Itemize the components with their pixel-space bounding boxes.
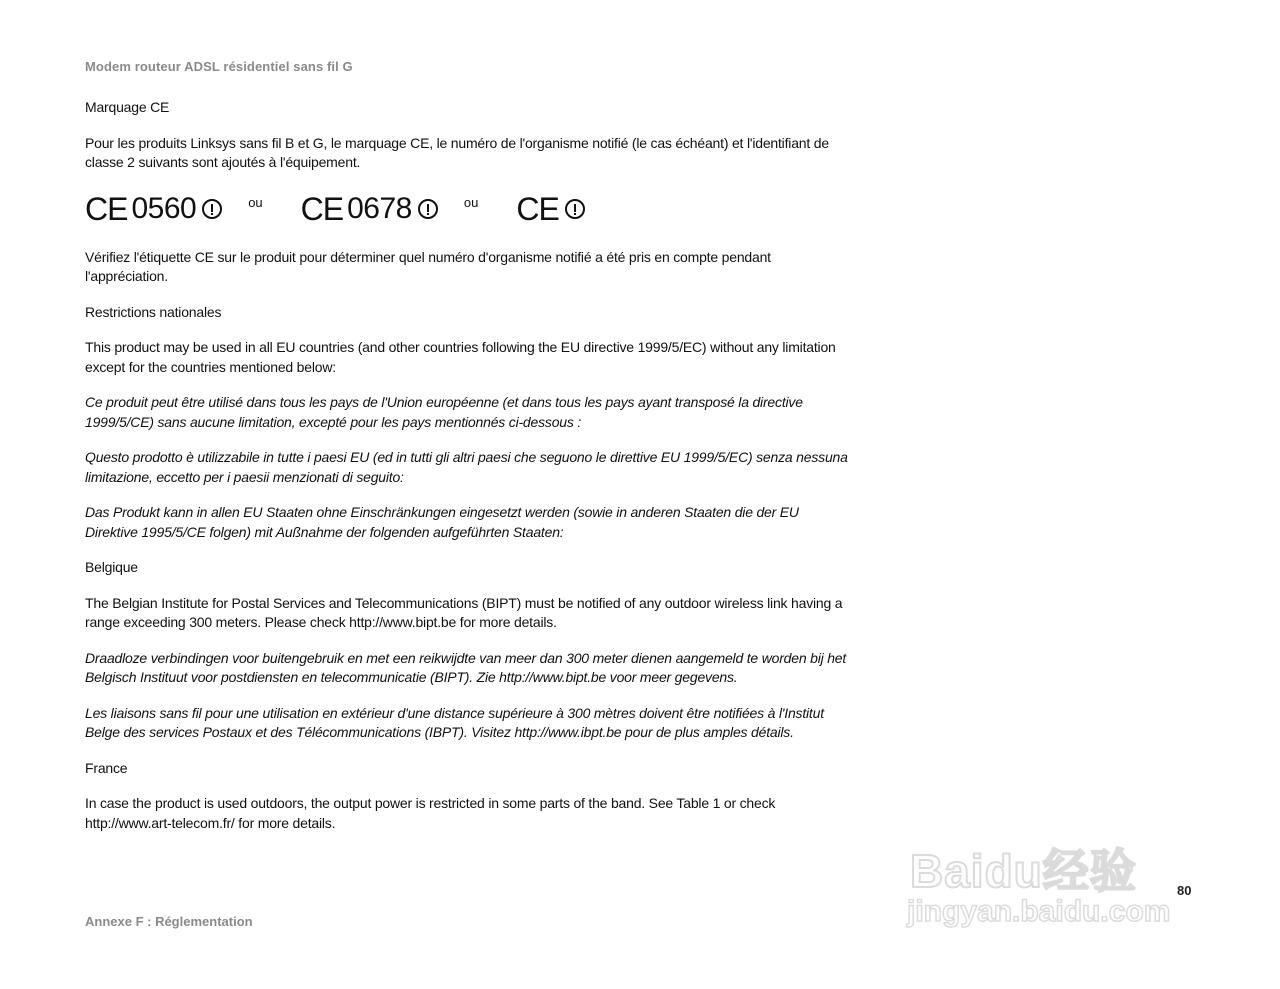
paragraph: Belgique (85, 559, 138, 575)
page-number: 80 (1177, 883, 1192, 898)
alert-circle-icon (565, 199, 585, 219)
paragraph: France (85, 759, 128, 776)
ce-mark-0678 (301, 189, 438, 229)
paragraph: Restrictions nationales (85, 303, 222, 320)
paragraph: Marquage CE (85, 99, 170, 115)
paragraphs-before-marks (85, 98, 855, 173)
page-header: Modem routeur ADSL résidentiel sans fil G (85, 59, 353, 74)
paragraph: Das Produkt kann in allen EU Staaten ohne Einschränkungen eingesetzt werden (sowie in anderen Staaten die der EU Direktive 1995/5/CE folgen) mit Außnahme der folgenden aufgeführten Staaten: (85, 504, 799, 540)
paragraph: This product may be used in all EU countries (and other countries following the EU directive 1999/5/EC) without any limitation except for the countries mentioned below: (85, 339, 836, 375)
ce-mark-0560 (85, 189, 222, 229)
paragraph: Les liaisons sans fil pour une utilisation en extérieur d'une distance supérieure à 300 mètres doivent être notifiées à l'Institut Belge des services Postaux et des Télécommunications (IBPT). Visitez http://www.ibpt.be pour de plus amples détails. (85, 704, 824, 740)
ce-symbol: CE (85, 190, 128, 227)
paragraph: Pour les produits Linksys sans fil B et G, le marquage CE, le numéro de l'organisme notifié (le cas échéant) et l'identifiant de classe 2 suivants sont ajoutés à l'équipement. (85, 134, 829, 170)
paragraph: Draadloze verbindingen voor buitengebruik en met een reikwijdte van meer dan 300 meter dienen aangemeld te worden bij het Belgisch Instituut voor postdiensten en telecommunicatie (BIPT). Zie http://www.bipt.be voor meer gegevens. (85, 649, 847, 685)
separator-or: ou (248, 195, 263, 210)
page-footer: Annexe F : Réglementation (85, 914, 253, 929)
page-content (85, 98, 855, 849)
paragraphs-after-marks (85, 248, 855, 834)
separator-or: ou (463, 195, 479, 210)
watermark-url: jingyan.baidu.com (907, 895, 1171, 928)
notified-body-number: 0560 (131, 191, 197, 225)
paragraph: In case the product is used outdoors, the output power is restricted in some parts of the band. See Table 1 or check http://www.art-telecom.fr/ for more details. (85, 795, 776, 831)
alert-circle-icon (418, 199, 438, 219)
ce-mark-plain (516, 189, 584, 229)
notified-body-number: 0678 (347, 191, 412, 225)
paragraph: Questo prodotto è utilizzabile in tutte i paesi EU (ed in tutti gli altri paesi che seguono le direttive EU 1999/5/EC) senza nessuna limitazione, eccetto per i paesii menzionati di seguito: (85, 449, 848, 485)
ce-marks-row (85, 189, 855, 229)
ce-symbol: CE (516, 190, 559, 227)
alert-circle-icon (202, 199, 222, 219)
paragraph: Vérifiez l'étiquette CE sur le produit pour déterminer quel numéro d'organisme notifié a été pris en compte pendant l'appréciation. (85, 248, 771, 284)
watermark-brand: Baidu经验 (910, 845, 1137, 897)
paragraph: The Belgian Institute for Postal Services and Telecommunications (BIPT) must be notified of any outdoor wireless link having a range exceeding 300 meters. Please check http://www.bipt.be for more details. (85, 594, 843, 630)
paragraph: Ce produit peut être utilisé dans tous les pays de l'Union européenne (et dans tous les pays ayant transposé la directive 1999/5/CE) sans aucune limitation, excepté pour les pays mentionnés ci-dessous : (85, 394, 803, 430)
ce-symbol: CE (300, 190, 344, 227)
watermark (905, 800, 1205, 940)
